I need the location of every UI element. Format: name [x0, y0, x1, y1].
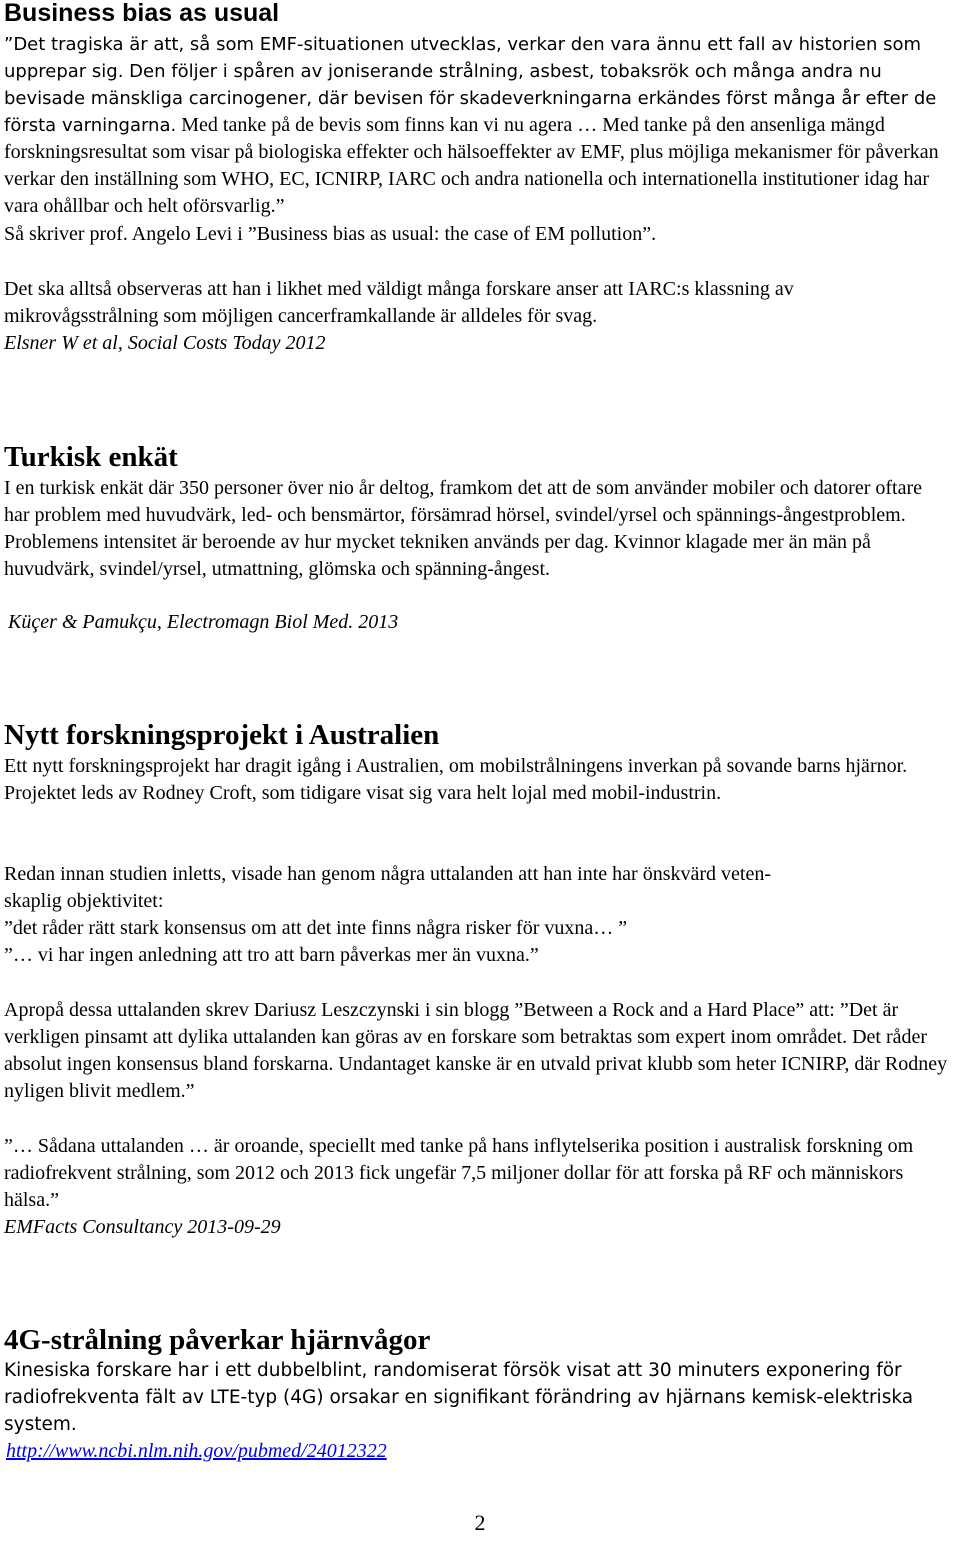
4g-paragraph: Kinesiska forskare har i ett dubbelblint, randomiserat försök visat att 30 minuters exponering för radiofrekventa fält av LTE-typ (4G) orsakar en signifikant förändring av hjärnans kemisk-elektriska system.: [4, 1360, 914, 1435]
turkisk-paragraph: I en turkisk enkät där 350 personer över nio år deltog, framkom det att de som använder mobiler och datorer oftare har problem med huvudvärk, led- och bensmärtor, försämrad hörsel, svindel/yrsel och spännings-ångestproblem. Problemens intensitet är beroende av hur mycket tekniken används per dag. Kvinnor klagade mer än män på huvudvärk, svindel/yrsel, utmattning, glömska och spänning-ångest.: [4, 477, 923, 580]
australien-paragraph-1: Ett nytt forskningsprojekt har dragit igång i Australien, om mobilstrålningens inverkan på sovande barns hjärnor. Projektet leds av Rodney Croft, som tidigare visat sig vara helt lojal med mobil-industrin.: [4, 755, 908, 804]
iarc-paragraph: Det ska alltså observeras att han i likhet med väldigt många forskare anser att IARC:s klassning av mikrovågsstrålning som möjligen cancerframkallande är alldeles för svag.: [4, 278, 794, 327]
australien-paragraph-2: [4, 861, 952, 915]
paragraph-2-line-1: Redan innan studien inletts, visade han genom några uttalanden att han inte har önskvärd veten-: [4, 863, 771, 885]
quote-sans-part: ”Det tragiska är att, så som EMF-situationen utvecklas, verkar den vara ännu ett fall av historien som upprepar sig. Den följer i spåren av joniserande strålning, asbest, tobaksrök och många andra nu bevisade mänskliga carcinogener, där bevisen för skadeverkningarna erkändes först många år efter de första varningarna.: [4, 34, 937, 136]
croft-quotes: [4, 915, 952, 969]
heading-turkisk-enkat: Turkisk enkät: [4, 441, 178, 473]
croft-quote-2: ”… vi har ingen anledning att tro att barn påverkas mer än vuxna.”: [4, 944, 539, 966]
citation-emfacts: EMFacts Consultancy 2013-09-29: [4, 1216, 281, 1238]
leszczynski-paragraph: Apropå dessa uttalanden skrev Dariusz Leszczynski i sin blogg ”Between a Rock and a Hard Place” att: ”Det är verkligen pinsamt att dylika uttalanden kan göras av en forskare som betraktas som expert inom området. Det råder absolut ingen konsensus bland forskarna. Undantaget kanske är en utvald privat klubb som heter ICNIRP, där Rodney nyligen blivit medlem.”: [4, 999, 948, 1102]
heading-4g: 4G-strålning påverkar hjärnvågor: [4, 1324, 431, 1356]
croft-quote-1: ”det råder rätt stark konsensus om att det inte finns några risker för vuxna… ”: [4, 917, 628, 939]
pubmed-link[interactable]: http://www.ncbi.nlm.nih.gov/pubmed/24012322: [6, 1440, 387, 1462]
emfacts-paragraph: ”… Sådana uttalanden … är oroande, speciellt med tanke på hans inflytelserika position i australisk forskning om radiofrekvent strålning, som 2012 och 2013 fick ungefär 7,5 miljoner dollar för att forska på RF och människors hälsa.”: [4, 1135, 914, 1211]
attribution-line: Så skriver prof. Angelo Levi i ”Business bias as usual: the case of EM pollution”.: [4, 223, 657, 245]
page-number: 2: [474, 1510, 486, 1535]
heading-business-bias: Business bias as usual: [4, 0, 280, 27]
citation-elsner: Elsner W et al, Social Costs Today 2012: [4, 332, 326, 354]
heading-australien: Nytt forskningsprojekt i Australien: [4, 719, 440, 751]
paragraph-2-line-2: skaplig objektivitet:: [4, 890, 164, 912]
citation-kucer: Küçer & Pamukçu, Electromagn Biol Med. 2013: [8, 611, 399, 633]
quote-serif-part: Med tanke på de bevis som finns kan vi nu agera … Med tanke på den ansenliga mängd forskningsresultat som visar på biologiska effekter och hälsoeffekter av EMF, plus möjliga mekanismer för påverkan verkar den inställning som WHO, EC, ICNIRP, IARC och andra nationella och internationella institutioner idag har vara ohållbar och helt oförsvarlig.”: [4, 114, 939, 217]
quote-paragraph: [4, 31, 952, 220]
